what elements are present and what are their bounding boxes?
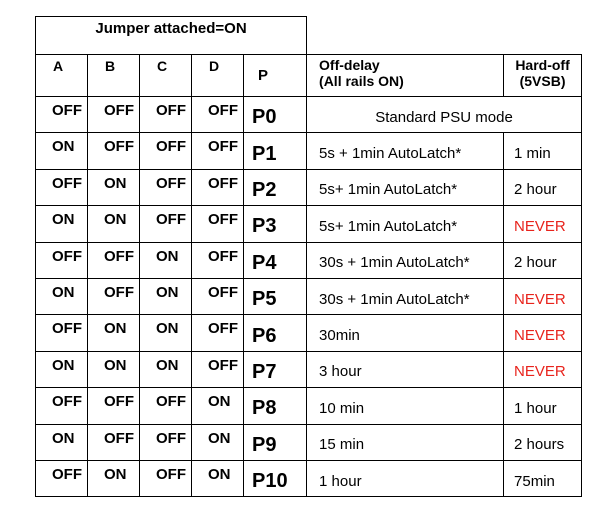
hard-off-value: 1 hour xyxy=(504,388,582,424)
hard-off-value: 75min xyxy=(504,460,582,496)
switch-c-value: ON xyxy=(140,242,192,278)
switch-d-value: OFF xyxy=(192,278,244,314)
switch-a-value: OFF xyxy=(36,242,88,278)
hard-off-value: 2 hour xyxy=(504,169,582,205)
switch-d-value: ON xyxy=(192,388,244,424)
switch-b-value: OFF xyxy=(88,133,140,169)
switch-d-value: OFF xyxy=(192,351,244,387)
hard-off-value: 2 hours xyxy=(504,424,582,460)
off-delay-value: 3 hour xyxy=(307,351,504,387)
title-row xyxy=(36,17,582,55)
profile-code: P6 xyxy=(244,315,307,351)
switch-c-value: OFF xyxy=(140,424,192,460)
profile-code: P8 xyxy=(244,388,307,424)
col-header-p: P xyxy=(244,55,307,97)
hard-off-value: NEVER xyxy=(504,315,582,351)
table-row xyxy=(36,242,582,278)
standard-mode-note: Standard PSU mode xyxy=(307,97,582,133)
switch-c-value: OFF xyxy=(140,169,192,205)
switch-a-value: OFF xyxy=(36,169,88,205)
switch-a-value: ON xyxy=(36,133,88,169)
switch-d-value: OFF xyxy=(192,169,244,205)
table-row xyxy=(36,278,582,314)
switch-b-value: ON xyxy=(88,351,140,387)
switch-b-value: ON xyxy=(88,206,140,242)
profile-code: P9 xyxy=(244,424,307,460)
blank-corner xyxy=(307,17,582,55)
switch-c-value: OFF xyxy=(140,97,192,133)
profile-code: P10 xyxy=(244,460,307,496)
profile-code: P3 xyxy=(244,206,307,242)
switch-a-value: ON xyxy=(36,278,88,314)
hard-off-value: 1 min xyxy=(504,133,582,169)
jumper-title: Jumper attached=ON xyxy=(36,17,307,55)
col-header-c: C xyxy=(140,55,192,97)
switch-a-value: OFF xyxy=(36,315,88,351)
col-header-a: A xyxy=(36,55,88,97)
hard-off-header-line2: (5VSB) xyxy=(519,73,566,89)
hard-off-header-line1: Hard-off xyxy=(515,57,570,73)
switch-a-value: OFF xyxy=(36,97,88,133)
off-delay-value: 30s + 1min AutoLatch* xyxy=(307,242,504,278)
col-header-off-delay xyxy=(307,55,504,97)
switch-d-value: OFF xyxy=(192,97,244,133)
hard-off-value: NEVER xyxy=(504,351,582,387)
table-row xyxy=(36,169,582,205)
switch-d-value: ON xyxy=(192,460,244,496)
switch-d-value: ON xyxy=(192,424,244,460)
off-delay-value: 1 hour xyxy=(307,460,504,496)
profile-code: P0 xyxy=(244,97,307,133)
col-header-hard-off xyxy=(504,55,582,97)
col-header-b: B xyxy=(88,55,140,97)
switch-c-value: OFF xyxy=(140,388,192,424)
switch-a-value: ON xyxy=(36,206,88,242)
profile-code: P1 xyxy=(244,133,307,169)
switch-d-value: OFF xyxy=(192,315,244,351)
profile-code: P7 xyxy=(244,351,307,387)
switch-d-value: OFF xyxy=(192,133,244,169)
switch-a-value: ON xyxy=(36,424,88,460)
table-row xyxy=(36,133,582,169)
switch-a-value: ON xyxy=(36,351,88,387)
jumper-settings-table xyxy=(35,16,582,497)
switch-b-value: OFF xyxy=(88,97,140,133)
hard-off-value: NEVER xyxy=(504,278,582,314)
table-row xyxy=(36,315,582,351)
table-row xyxy=(36,351,582,387)
hard-off-value: NEVER xyxy=(504,206,582,242)
off-delay-header-line1: Off-delay xyxy=(319,57,380,73)
profile-code: P2 xyxy=(244,169,307,205)
switch-c-value: OFF xyxy=(140,133,192,169)
switch-a-value: OFF xyxy=(36,460,88,496)
off-delay-value: 5s+ 1min AutoLatch* xyxy=(307,169,504,205)
switch-b-value: ON xyxy=(88,315,140,351)
switch-d-value: OFF xyxy=(192,206,244,242)
switch-a-value: OFF xyxy=(36,388,88,424)
switch-c-value: ON xyxy=(140,278,192,314)
switch-c-value: ON xyxy=(140,351,192,387)
table-row xyxy=(36,460,582,496)
switch-c-value: ON xyxy=(140,315,192,351)
hard-off-value: 2 hour xyxy=(504,242,582,278)
table-row xyxy=(36,97,582,133)
off-delay-value: 15 min xyxy=(307,424,504,460)
off-delay-header-line2: (All rails ON) xyxy=(319,73,404,89)
switch-b-value: OFF xyxy=(88,388,140,424)
table-row xyxy=(36,206,582,242)
switch-b-value: OFF xyxy=(88,424,140,460)
off-delay-value: 30min xyxy=(307,315,504,351)
table-row xyxy=(36,388,582,424)
jumper-settings-table-container xyxy=(35,16,582,497)
off-delay-value: 30s + 1min AutoLatch* xyxy=(307,278,504,314)
switch-b-value: OFF xyxy=(88,278,140,314)
profile-code: P5 xyxy=(244,278,307,314)
switch-b-value: OFF xyxy=(88,242,140,278)
col-header-d: D xyxy=(192,55,244,97)
switch-d-value: OFF xyxy=(192,242,244,278)
switch-c-value: OFF xyxy=(140,206,192,242)
switch-b-value: ON xyxy=(88,460,140,496)
profile-code: P4 xyxy=(244,242,307,278)
off-delay-value: 5s + 1min AutoLatch* xyxy=(307,133,504,169)
switch-c-value: OFF xyxy=(140,460,192,496)
off-delay-value: 10 min xyxy=(307,388,504,424)
switch-b-value: ON xyxy=(88,169,140,205)
off-delay-value: 5s+ 1min AutoLatch* xyxy=(307,206,504,242)
table-row xyxy=(36,424,582,460)
header-row xyxy=(36,55,582,97)
